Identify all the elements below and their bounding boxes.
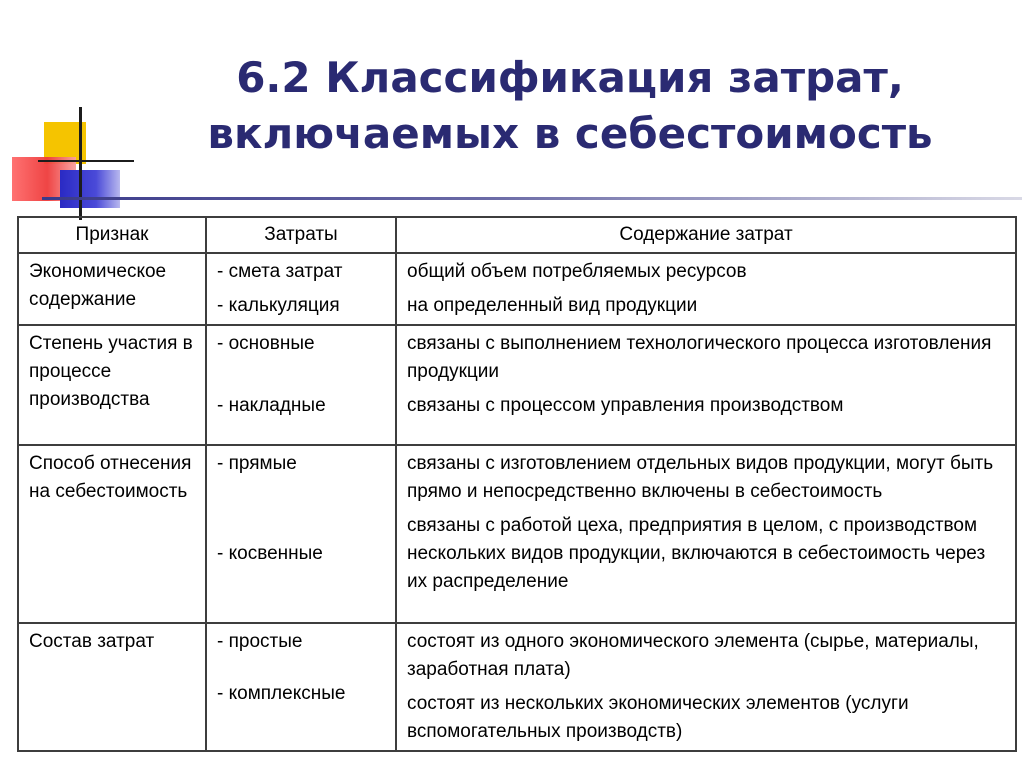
costs-cell: [206, 623, 396, 751]
table-row: [18, 623, 1016, 751]
cost-item: - комплексные: [217, 683, 346, 704]
header-criterion: Признак: [18, 217, 206, 253]
cost-item: - прямые: [217, 453, 297, 474]
table-header-row: [18, 217, 1016, 253]
content-cell: [396, 623, 1016, 751]
cost-item: - простые: [217, 631, 303, 652]
decorative-horizontal-line: [38, 160, 134, 162]
content-item: связаны с процессом управления производством: [407, 395, 844, 416]
content-item: состоят из одного экономического элемента (сырье, материалы, заработная плата): [407, 631, 979, 680]
content-cell: [396, 253, 1016, 325]
cost-item: - косвенные: [217, 543, 323, 564]
table-row: [18, 325, 1016, 445]
content-item: связаны с выполнением технологического процесса изготовления продукции: [407, 333, 992, 382]
costs-cell: [206, 325, 396, 445]
content-item: связаны с изготовлением отдельных видов продукции, могут быть прямо и непосредственно включены в себестоимость: [407, 453, 994, 502]
title-underline: [42, 197, 1022, 200]
cost-item: - основные: [217, 333, 315, 354]
cost-item: - накладные: [217, 395, 326, 416]
costs-cell: [206, 445, 396, 623]
decorative-vertical-line: [79, 107, 82, 220]
decorative-blue-square: [60, 170, 120, 208]
costs-cell: [206, 253, 396, 325]
criterion-cell: Состав затрат: [18, 623, 206, 751]
content-item: состоят из нескольких экономических элементов (услуги вспомогательных производств): [407, 693, 909, 742]
criterion-cell: Способ отнесения на себестоимость: [18, 445, 206, 623]
criterion-cell: Экономическое содержание: [18, 253, 206, 325]
content-item: на определенный вид продукции: [407, 295, 698, 316]
table-row: [18, 253, 1016, 325]
cost-item: - смета затрат: [217, 261, 343, 282]
content-cell: [396, 325, 1016, 445]
content-item: общий объем потребляемых ресурсов: [407, 261, 747, 282]
header-content: Содержание затрат: [396, 217, 1016, 253]
title-line-1: 6.2 Классификация затрат,: [236, 53, 904, 102]
cost-classification-table: [17, 216, 1017, 752]
cost-item: - калькуляция: [217, 295, 340, 316]
content-item: связаны с работой цеха, предприятия в целом, с производством нескольких видов продукции, включаются в себестоимость через их распределение: [407, 515, 986, 592]
content-cell: [396, 445, 1016, 623]
title-line-2: включаемых в себестоимость: [207, 109, 933, 158]
criterion-cell: Степень участия в процессе производства: [18, 325, 206, 445]
header-costs: Затраты: [206, 217, 396, 253]
page-title: [140, 50, 1000, 162]
table-row: [18, 445, 1016, 623]
